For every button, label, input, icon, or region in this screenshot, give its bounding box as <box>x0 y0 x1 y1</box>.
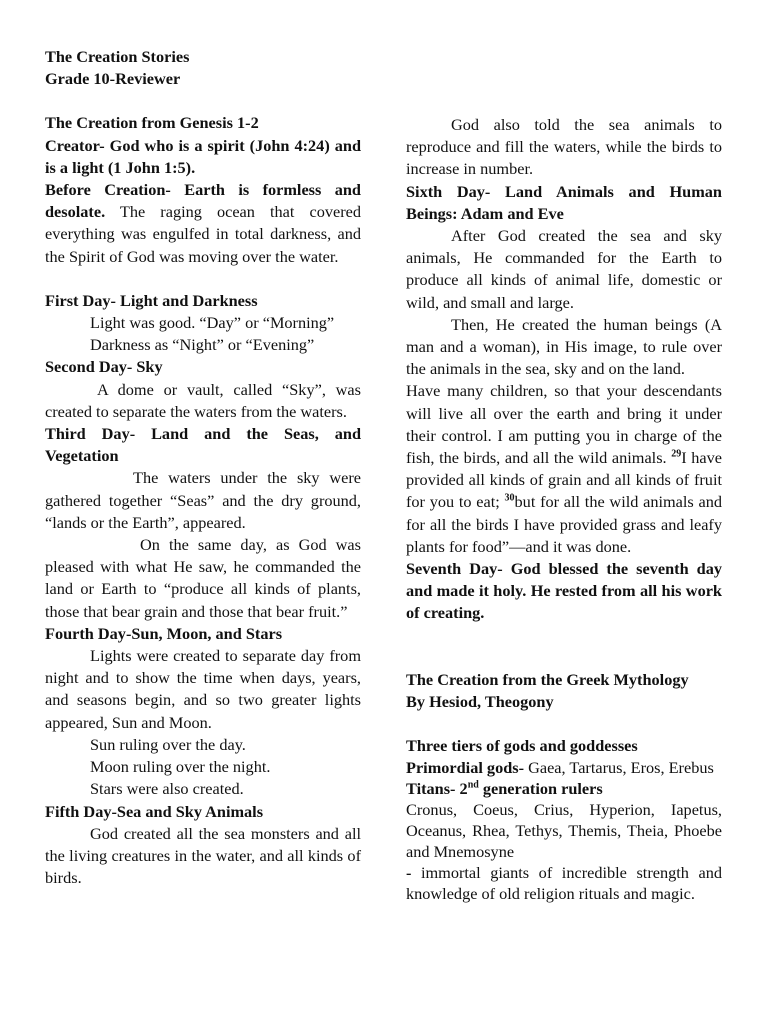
quote-part-a: Have many children, so that your descendants will live all over the earth and bring it under their control. I am putting you in charge of the fish, the birds, and all the wild animals. <box>406 381 722 468</box>
day4-line-1: Sun ruling over the day. <box>90 734 246 754</box>
greek-source: By Hesiod, Theogony <box>406 691 554 711</box>
left-column <box>45 46 361 889</box>
day6-text-1: After God created the sea and sky animals, He commanded for the Earth to produce all kinds of animal life, domestic or wild, and small and large. <box>406 226 722 312</box>
genesis-heading: The Creation from Genesis 1-2 <box>45 113 259 133</box>
day3-heading: Third Day- Land and the Seas, and Vegetation <box>45 424 361 466</box>
document-title: The Creation Stories <box>45 47 190 66</box>
titans-heading <box>406 778 722 799</box>
right-column <box>406 114 722 904</box>
day2-text: A dome or vault, called “Sky”, was created to separate the waters from the waters. <box>45 379 361 421</box>
day3-text-1: The waters under the sky were gathered together “Seas” and the dry ground, “lands or the Earth”, appeared. <box>45 468 361 532</box>
titans-label: Titans- 2 <box>406 779 468 799</box>
day4-line-3: Stars were also created. <box>90 779 244 799</box>
verse-30-marker: 30 <box>504 493 515 505</box>
day2-heading: Second Day- Sky <box>45 357 163 377</box>
creator-statement: Creator- God who is a spirit (John 4:24) and is a light (1 John 1:5). <box>45 135 361 177</box>
before-creation-label: Before Creation- Earth is formless and desolate. <box>45 180 361 222</box>
titans-desc-dash: - <box>406 863 412 883</box>
day1-heading: First Day- Light and Darkness <box>45 290 258 310</box>
day6-heading: Sixth Day- Land Animals and Human Beings: Adam and Eve <box>406 181 722 223</box>
day3-text-2: On the same day, as God was pleased with what He saw, he commanded the land or Earth to “produce all kinds of plants, those that bear grain and those that bear fruit.” <box>45 535 361 621</box>
titans-description <box>406 862 722 904</box>
day4-text: Lights were created to separate day from night and to show the time when days, years, and seasons begin, and so two greater lights appeared, Sun and Moon. <box>45 646 361 732</box>
titans-ordinal: nd <box>467 779 479 791</box>
document-subtitle: Grade 10-Reviewer <box>45 69 181 89</box>
greek-heading: The Creation from the Greek Mythology <box>406 669 689 689</box>
day1-line-2: Darkness as “Night” or “Evening” <box>90 335 315 355</box>
titans-rest: generation rulers <box>478 779 603 799</box>
day6-text-2: Then, He created the human beings (A man and a woman), in His image, to rule over the animals in the sea, sky and on the land. <box>406 314 722 379</box>
titans-list: Cronus, Coeus, Crius, Hyperion, Iapetus, Oceanus, Rhea, Tethys, Themis, Theia, Phoebe and Mnemosyne <box>406 800 722 862</box>
day4-heading: Fourth Day-Sun, Moon, and Stars <box>45 623 283 643</box>
quote-part-c: but for all the wild animals and for all the birds I have provided grass and leafy plants for food”—and it was done. <box>406 492 723 556</box>
day1-line-1: Light was good. “Day” or “Morning” <box>90 313 335 333</box>
before-creation-text: The raging ocean that covered everything was engulfed in total darkness, and the Spirit of God was moving over the water. <box>45 202 361 266</box>
titans-desc-text: immortal giants of incredible strength and knowledge of old religion rituals and magic. <box>406 863 722 904</box>
primordial-label: Primordial gods- <box>406 758 525 778</box>
tiers-heading: Three tiers of gods and goddesses <box>406 736 638 756</box>
genesis-quote <box>406 380 722 558</box>
day5-text: God created all the sea monsters and all the living creatures in the water, and all kinds of birds. <box>45 823 361 888</box>
before-creation <box>45 179 361 268</box>
quote-part-b: I have provided all kinds of grain and all kinds of fruit for you to eat; <box>406 448 723 512</box>
primordial-list: Gaea, Tartarus, Eros, Erebus <box>524 758 714 778</box>
day5-heading: Fifth Day-Sea and Sky Animals <box>45 801 264 821</box>
day5-continued: God also told the sea animals to reproduce and fill the waters, while the birds to increase in number. <box>406 115 722 179</box>
day7-statement: Seventh Day- God blessed the seventh day and made it holy. He rested from all his work of creating. <box>406 559 722 623</box>
verse-29-marker: 29 <box>671 448 682 460</box>
day4-line-2: Moon ruling over the night. <box>90 757 271 777</box>
primordial-gods <box>406 757 722 778</box>
